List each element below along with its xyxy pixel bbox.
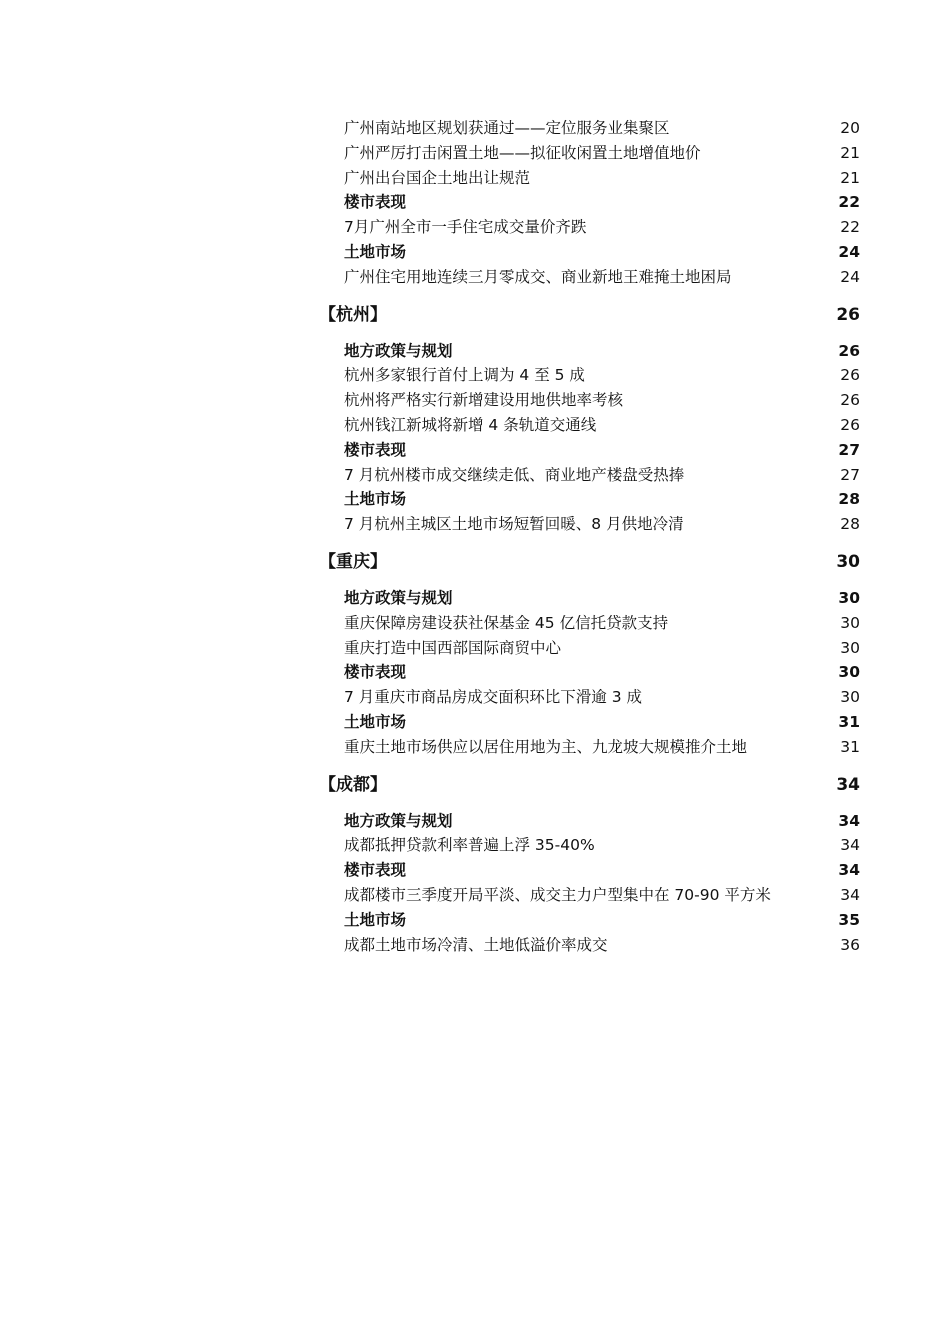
toc-entry[interactable] <box>322 933 860 958</box>
toc-page-number: 34 <box>840 836 860 855</box>
toc-entry[interactable] <box>322 685 860 710</box>
toc-subheading-title: 地方政策与规划 <box>344 341 453 360</box>
toc-section <box>322 116 860 290</box>
toc-city-heading[interactable] <box>319 771 860 799</box>
toc-entry[interactable] <box>322 883 860 908</box>
toc-page-number: 24 <box>838 242 860 261</box>
toc-entry-title: 7 月重庆市商品房成交面积环比下滑逾 3 成 <box>344 688 643 707</box>
toc-page-number: 27 <box>840 465 860 484</box>
toc-page-number: 21 <box>840 143 860 162</box>
toc-entry-title: 广州出台国企土地出让规范 <box>344 168 531 187</box>
toc-page-number: 24 <box>840 267 860 286</box>
toc-page-number: 36 <box>840 935 860 954</box>
toc-subheading-title: 土地市场 <box>344 910 407 929</box>
toc-subheading[interactable] <box>322 339 860 364</box>
toc-page-number: 28 <box>840 515 860 534</box>
toc-city-title: 【成都】 <box>319 774 387 795</box>
toc-page-number: 20 <box>840 119 860 137</box>
toc-page-number: 30 <box>840 688 860 707</box>
toc-page-number: 30 <box>840 638 860 657</box>
toc-entry[interactable] <box>322 215 860 240</box>
toc-page-number: 31 <box>840 737 860 756</box>
toc-entry[interactable] <box>322 611 860 636</box>
toc-subheading-title: 楼市表现 <box>344 193 407 212</box>
toc-subheading[interactable] <box>322 438 860 463</box>
toc-page-number: 35 <box>838 910 860 929</box>
toc-section <box>319 301 860 537</box>
toc-page-number: 30 <box>838 588 860 607</box>
toc-subheading-title: 地方政策与规划 <box>344 811 453 830</box>
toc-page-number: 30 <box>836 551 860 572</box>
toc-page-number: 28 <box>838 490 860 509</box>
toc-entry[interactable] <box>322 413 860 438</box>
toc-subheading-title: 土地市场 <box>344 490 407 509</box>
toc-section <box>319 771 860 958</box>
toc-entry[interactable] <box>322 833 860 858</box>
toc-page-number: 31 <box>838 712 860 731</box>
toc-page-number: 30 <box>840 613 860 632</box>
toc-entry-title: 7 月杭州主城区土地市场短暂回暖、8 月供地冷清 <box>344 515 684 534</box>
toc-subheading-title: 土地市场 <box>344 242 407 261</box>
toc-entry[interactable] <box>322 116 860 141</box>
toc-entry[interactable] <box>322 512 860 537</box>
toc-page-number: 34 <box>840 885 860 904</box>
toc-entry-title: 广州南站地区规划获通过——定位服务业集聚区 <box>344 119 670 137</box>
toc-page-number: 27 <box>838 440 860 459</box>
toc-entry[interactable] <box>322 388 860 413</box>
toc-page-number: 30 <box>838 663 860 682</box>
toc-page-number: 26 <box>836 304 860 325</box>
toc-subheading-title: 楼市表现 <box>344 663 407 682</box>
toc-subheading[interactable] <box>322 190 860 215</box>
toc-subheading-title: 土地市场 <box>344 712 407 731</box>
toc-subheading[interactable] <box>322 660 860 685</box>
toc-entry-title: 杭州钱江新城将新增 4 条轨道交通线 <box>344 415 597 434</box>
toc-page-number: 26 <box>838 341 860 360</box>
toc-page-number: 26 <box>840 415 860 434</box>
toc-page-number: 21 <box>840 168 860 187</box>
toc-entry[interactable] <box>322 363 860 388</box>
toc-entry-title: 成都抵押贷款利率普遍上浮 35-40% <box>344 836 595 855</box>
toc-page-number: 22 <box>838 193 860 212</box>
toc-page-number: 34 <box>838 811 860 830</box>
toc-city-heading[interactable] <box>319 301 860 329</box>
toc-entry[interactable] <box>322 636 860 661</box>
toc-entry[interactable] <box>322 735 860 760</box>
toc-entry-title: 重庆保障房建设获社保基金 45 亿信托贷款支持 <box>344 613 669 632</box>
toc-entry-title: 7月广州全市一手住宅成交量价齐跌 <box>344 218 587 237</box>
toc-entry-title: 成都楼市三季度开局平淡、成交主力户型集中在 70-90 平方米 <box>344 885 771 904</box>
toc-page-number: 22 <box>840 218 860 237</box>
toc-subheading[interactable] <box>322 240 860 265</box>
toc-entry-title: 成都土地市场冷清、土地低溢价率成交 <box>344 935 608 954</box>
toc-subheading[interactable] <box>322 908 860 933</box>
toc-subheading-title: 楼市表现 <box>344 861 407 880</box>
toc-entry[interactable] <box>322 463 860 488</box>
toc-subheading[interactable] <box>322 809 860 834</box>
toc-page-number: 26 <box>840 391 860 410</box>
toc-entry[interactable] <box>322 265 860 290</box>
toc-entry-title: 7 月杭州楼市成交继续走低、商业地产楼盘受热捧 <box>344 465 685 484</box>
toc-page-number: 34 <box>836 774 860 795</box>
toc-page-number: 34 <box>838 861 860 880</box>
toc-subheading[interactable] <box>322 858 860 883</box>
toc-entry[interactable] <box>322 166 860 191</box>
toc-entry-title: 重庆土地市场供应以居住用地为主、九龙坡大规模推介土地 <box>344 737 748 756</box>
toc-section <box>319 548 860 760</box>
toc-entry-title: 广州严厉打击闲置土地——拟征收闲置土地增值地价 <box>344 143 701 162</box>
toc-city-heading[interactable] <box>319 548 860 576</box>
toc-entry-title: 杭州将严格实行新增建设用地供地率考核 <box>344 391 624 410</box>
table-of-contents <box>319 116 860 957</box>
toc-subheading[interactable] <box>322 710 860 735</box>
toc-page-number: 26 <box>840 366 860 385</box>
toc-subheading-title: 地方政策与规划 <box>344 588 453 607</box>
toc-city-title: 【重庆】 <box>319 551 387 572</box>
toc-city-title: 【杭州】 <box>319 304 387 325</box>
toc-subheading-title: 楼市表现 <box>344 440 407 459</box>
toc-subheading[interactable] <box>322 487 860 512</box>
toc-entry-title: 广州住宅用地连续三月零成交、商业新地王难掩土地困局 <box>344 267 732 286</box>
toc-entry[interactable] <box>322 141 860 166</box>
toc-subheading[interactable] <box>322 586 860 611</box>
toc-entry-title: 重庆打造中国西部国际商贸中心 <box>344 638 562 657</box>
toc-entry-title: 杭州多家银行首付上调为 4 至 5 成 <box>344 366 585 385</box>
